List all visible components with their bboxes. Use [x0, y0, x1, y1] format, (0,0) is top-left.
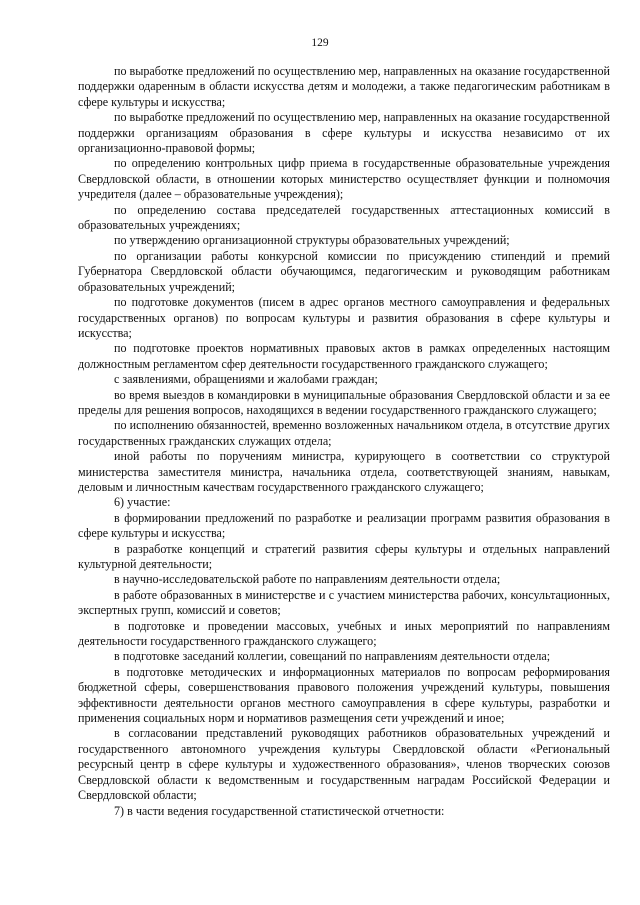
paragraph: в подготовке и проведении массовых, учебных и иных мероприятий по направлениям деятельности государственного гражданского служащего; — [78, 618, 610, 649]
paragraph: в формировании предложений по разработке и реализации программ развития образования в сфере культуры и искусства; — [78, 510, 610, 541]
page-number: 129 — [311, 37, 329, 49]
paragraph: по подготовке документов (писем в адрес органов местного самоуправления и федеральных государственных органов) по вопросам культуры и развития образования в сфере культуры и искусства; — [78, 295, 610, 340]
section-heading: 7) в части ведения государственной статистической отчетности: — [114, 803, 445, 818]
paragraph: в подготовке методических и информационных материалов по вопросам реформирования бюджетной сферы, совершенствования правового положения учреждений культуры, повышения эффективности деятельности органов местного самоуправления в сфере культуры, разработки и применения социальных норм и нормативов размещения сети учреждений и иное; — [78, 664, 610, 726]
paragraph: по утверждению организационной структуры образовательных учреждений; — [114, 233, 510, 248]
paragraph: по подготовке проектов нормативных правовых актов в рамках определенных настоящим должностным регламентом сфер деятельности государственного гражданского служащего; — [78, 341, 610, 371]
section-heading: 6) участие: — [114, 495, 171, 510]
paragraph: по определению контрольных цифр приема в государственные образовательные учреждения Свердловской области, в отношении которых министерство осуществляет функции и полномочия учредителя (далее – образовательные учреждения); — [78, 156, 610, 202]
paragraph: в подготовке заседаний коллегии, совещаний по направлениям деятельности отдела; — [114, 649, 551, 664]
paragraph: в разработке концепций и стратегий развития сферы культуры и отдельных направлений культурной деятельности; — [78, 541, 610, 571]
paragraph: в согласовании представлений руководящих работников образовательных учреждений и государственного автономного учреждения культуры Свердловской области «Региональный ресурсный центр в сфере культуры и художественного образования», членов творческих союзов Свердловской области к ведомственным и государственным наградам Российской Федерации и Свердловской области; — [78, 726, 610, 803]
paragraph: по выработке предложений по осуществлению мер, направленных на оказание государственной поддержки одаренным в области искусства детям и молодежи, а также педагогическим работникам в сфере культуры и искусства; — [78, 64, 610, 109]
body-text — [78, 64, 610, 819]
paragraph: по организации работы конкурсной комиссии по присуждению стипендий и премий Губернатора Свердловской области обучающимся, педагогическим и руководящим работникам образовательных учреждений; — [78, 248, 610, 294]
paragraph: по исполнению обязанностей, временно возложенных начальником отдела, в отсутствие других государственных гражданских служащих отдела; — [78, 418, 610, 448]
paragraph: во время выездов в командировки в муниципальные образования Свердловской области и за ее пределы для решения вопросов, находящихся в ведении государственного гражданского служащего; — [78, 387, 610, 417]
paragraph: в работе образованных в министерстве и с участием министерства рабочих, консультационных, экспертных групп, комиссий и советов; — [78, 587, 610, 618]
paragraph: иной работы по поручениям министра, курирующего в соответствии со структурой министерства заместителя министра, начальника отдела, соответствующей знаниям, навыкам, деловым и личностным качествам государственного гражданского служащего; — [78, 449, 610, 494]
paragraph: по определению состава председателей государственных аттестационных комиссий в образовательных учреждениях; — [78, 202, 610, 233]
paragraph: по выработке предложений по осуществлению мер, направленных на оказание государственной поддержки организациям образования в сфере культуры и искусства независимо от их организационно-правовой формы; — [78, 110, 610, 156]
paragraph: с заявлениями, обращениями и жалобами граждан; — [114, 372, 378, 387]
paragraph: в научно-исследовательской работе по направлениям деятельности отдела; — [114, 572, 501, 587]
